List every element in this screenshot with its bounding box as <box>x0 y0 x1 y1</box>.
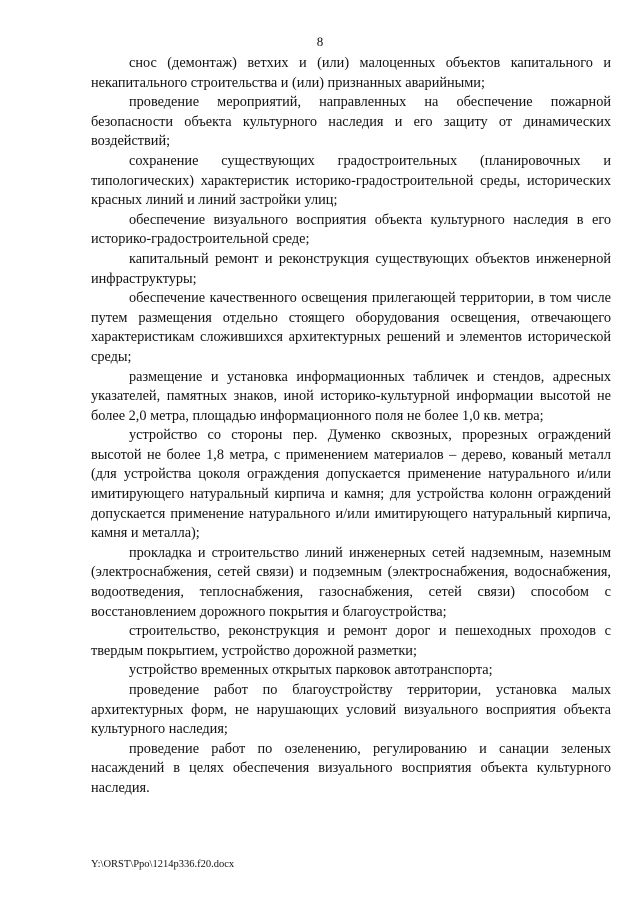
document-body <box>91 54 611 799</box>
paragraph-lighting: обеспечение качественного освещения прилегающей территории, в том числе путем размещения отдельно стоящего оборудования освещения, отвечающего характеристикам сложившихся архитектурных решений и элементов исторической среды; <box>91 290 611 365</box>
paragraph-information-signs: размещение и установка информационных табличек и стендов, адресных указателей, памятных знаков, иной историко-культурной информации высотой не более 2,0 метра, площадью информационного поля не более 1,0 кв. метра; <box>91 368 611 424</box>
footer-file-path: Y:\ORST\Ppo\1214p336.f20.docx <box>91 859 235 870</box>
paragraph-parking: устройство временных открытых парковок автотранспорта; <box>129 662 493 679</box>
paragraph-greening: проведение работ по озеленению, регулированию и санации зеленых насаждений в целях обеспечения визуального восприятия объекта культурного наследия. <box>91 740 611 796</box>
paragraph-fencing: устройство со стороны пер. Думенко сквозных, прорезных ограждений высотой не более 1,8 метра, с применением материалов – дерево, кованый металл (для устройства цоколя ограждения допускается применение натурального и/или имитирующего натуральный кирпича и камня; для устройства колонн ограждений допускается применение натурального и/или имитирующего натуральный кирпича, камня и металла); <box>91 427 611 542</box>
paragraph-visual-perception: обеспечение визуального восприятия объекта культурного наследия в его историко-градостроительной среде; <box>91 211 611 248</box>
paragraph-demolition: снос (демонтаж) ветхих и (или) малоценных объектов капитального и некапитального строительства и (или) признанных аварийными; <box>91 55 611 91</box>
page-number: 8 <box>316 34 324 49</box>
paragraph-engineering-networks: прокладка и строительство линий инженерных сетей надземным, наземным (электроснабжения, сетей связи) и подземным (электроснабжения, водоснабжения, водоотведения, теплоснабжения, газоснабжения, сетей связи) способом с восстановлением дорожного покрытия и благоустройства; <box>91 544 611 620</box>
paragraph-infrastructure-repair: капитальный ремонт и реконструкция существующих объектов инженерной инфраструктуры; <box>91 250 611 287</box>
paragraph-landscaping: проведение работ по благоустройству территории, установка малых архитектурных форм, не нарушающих условий визуального восприятия объекта культурного наследия; <box>91 682 611 738</box>
paragraph-urban-characteristics: сохранение существующих градостроительных (планировочных и типологических) характеристик историко-градостроительной среды, исторических красных линий и линий застройки улиц; <box>91 152 611 209</box>
paragraph-roads: строительство, реконструкция и ремонт дорог и пешеходных проходов с твердым покрытием, устройство дорожной разметки; <box>91 623 611 659</box>
paragraph-fire-safety: проведение мероприятий, направленных на обеспечение пожарной безопасности объекта культурного наследия и его защиту от динамических воздействий; <box>91 94 611 150</box>
